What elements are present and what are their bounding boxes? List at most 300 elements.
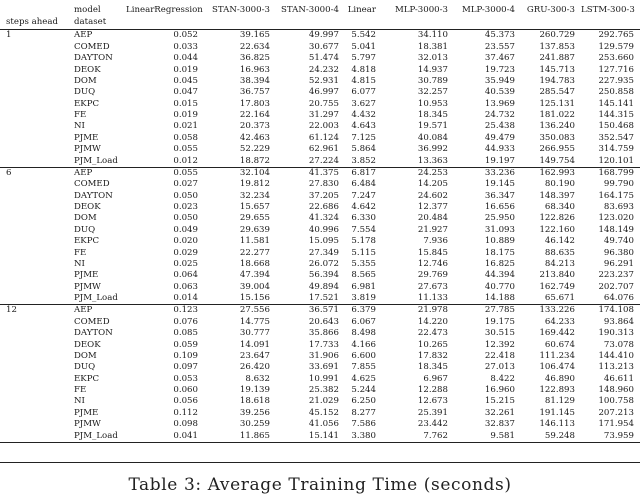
table-row (0, 305, 640, 317)
value-cell: 253.660 (598, 53, 634, 64)
dataset-cell: PJM_Load (74, 293, 118, 304)
value-cell: 21.978 (382, 305, 454, 317)
dataset-cell: EKPC (74, 373, 100, 384)
dataset-cell: AEP (66, 30, 126, 42)
value-cell: 13.969 (484, 98, 515, 109)
value-cell: 0.023 (173, 202, 198, 213)
value-cell: 0.029 (173, 247, 198, 258)
steps-ahead-cell (0, 190, 66, 201)
value-cell: 31.297 (308, 110, 339, 121)
steps-ahead-cell (0, 202, 66, 213)
steps-ahead-cell (0, 351, 66, 362)
steps-ahead-cell (0, 247, 66, 258)
value-cell: 27.349 (308, 247, 339, 258)
table-row (0, 281, 640, 292)
value-cell: 24.232 (308, 64, 339, 75)
value-cell: 0.045 (173, 75, 198, 86)
dataset-cell: PJMW (74, 281, 101, 292)
value-cell: 25.950 (484, 213, 515, 224)
value-cell: 213.840 (539, 270, 575, 281)
value-cell: 34.110 (382, 30, 454, 42)
value-cell: 15.141 (276, 430, 345, 442)
value-cell: 0.076 (173, 316, 198, 327)
index-header: dataset (66, 15, 126, 30)
dataset-cell: DUQ (74, 224, 96, 235)
value-cell: 207.213 (598, 407, 634, 418)
value-cell: 125.131 (539, 98, 575, 109)
value-cell: 18.345 (417, 110, 448, 121)
value-cell: 0.014 (173, 293, 198, 304)
value-cell: 202.707 (598, 281, 634, 292)
table-row (0, 87, 640, 98)
value-cell: 96.380 (603, 247, 634, 258)
value-cell: 88.635 (544, 247, 575, 258)
value-cell: 32.234 (239, 190, 270, 201)
value-cell: 6.967 (423, 373, 448, 384)
value-cell: 19.571 (417, 121, 448, 132)
column-header: GRU-300-3 (526, 5, 575, 15)
value-cell: 0.058 (173, 132, 198, 143)
value-cell: 4.643 (351, 121, 376, 132)
value-cell: 14.775 (239, 316, 270, 327)
value-cell: 25.382 (308, 385, 339, 396)
value-cell: 4.642 (351, 202, 376, 213)
column-header: LinearRegression (126, 5, 203, 15)
value-cell: 30.677 (308, 41, 339, 52)
table-row (0, 407, 640, 418)
value-cell: 49.479 (484, 132, 515, 143)
value-cell: 10.889 (484, 236, 515, 247)
value-cell: 64.076 (603, 293, 634, 304)
value-cell: 22.634 (239, 41, 270, 52)
value-cell: 10.953 (417, 98, 448, 109)
table-row (0, 430, 640, 442)
value-cell: 164.175 (598, 190, 634, 201)
value-cell: 4.625 (351, 373, 376, 384)
value-cell: 29.655 (239, 213, 270, 224)
dataset-cell: FE (74, 385, 87, 396)
table-row (0, 339, 640, 350)
steps-ahead-cell: 12 (0, 305, 66, 317)
value-cell: 8.498 (351, 328, 376, 339)
value-cell: 93.864 (603, 316, 634, 327)
value-cell: 7.936 (423, 236, 448, 247)
value-cell: 266.955 (539, 144, 575, 155)
value-cell: 22.164 (239, 110, 270, 121)
value-cell: 32.837 (484, 419, 515, 430)
value-cell: 7.855 (351, 362, 376, 373)
column-header: STAN-3000-3 (211, 5, 270, 15)
table-row (0, 396, 640, 407)
table-row (0, 167, 640, 179)
steps-ahead-cell (0, 110, 66, 121)
value-cell: 260.729 (521, 30, 581, 42)
table-row (0, 236, 640, 247)
steps-ahead-cell: 1 (0, 30, 66, 42)
header-spacer (454, 15, 521, 30)
table-row (0, 270, 640, 281)
table-row (0, 53, 640, 64)
dataset-cell: DEOK (74, 339, 101, 350)
dataset-cell: PJM_Load (66, 430, 126, 442)
value-cell: 15.215 (484, 396, 515, 407)
column-header: MLP-3000-3 (395, 5, 448, 15)
value-cell: 8.632 (245, 373, 270, 384)
value-cell: 162.749 (539, 281, 575, 292)
value-cell: 0.060 (173, 385, 198, 396)
value-cell: 0.019 (173, 64, 198, 75)
value-cell: 18.175 (484, 247, 515, 258)
value-cell: 122.160 (539, 224, 575, 235)
value-cell: 39.256 (239, 407, 270, 418)
value-cell: 36.571 (276, 305, 345, 317)
steps-ahead-cell: 6 (0, 167, 66, 179)
value-cell: 0.015 (173, 98, 198, 109)
steps-ahead-cell (0, 41, 66, 52)
steps-ahead-cell (0, 121, 66, 132)
value-cell: 16.963 (239, 64, 270, 75)
value-cell: 42.463 (239, 132, 270, 143)
value-cell: 133.226 (521, 305, 581, 317)
value-cell: 6.067 (351, 316, 376, 327)
value-cell: 59.248 (521, 430, 581, 442)
table-row (0, 132, 640, 143)
value-cell: 136.240 (539, 121, 575, 132)
value-cell: 181.022 (539, 110, 575, 121)
value-cell: 223.237 (598, 270, 634, 281)
value-cell: 32.261 (484, 407, 515, 418)
value-cell: 24.253 (382, 167, 454, 179)
value-cell: 22.473 (417, 328, 448, 339)
value-cell: 21.029 (308, 396, 339, 407)
steps-ahead-cell (0, 316, 66, 327)
value-cell: 4.166 (351, 339, 376, 350)
column-header: Linear (347, 5, 376, 15)
value-cell: 18.381 (417, 41, 448, 52)
value-cell: 40.996 (308, 224, 339, 235)
steps-ahead-cell (0, 144, 66, 155)
value-cell: 8.277 (351, 407, 376, 418)
steps-ahead-cell (0, 224, 66, 235)
value-cell: 40.539 (484, 87, 515, 98)
value-cell: 84.213 (544, 258, 575, 269)
value-cell: 227.935 (598, 75, 634, 86)
value-cell: 120.101 (598, 155, 634, 166)
value-cell: 0.027 (173, 179, 198, 190)
value-cell: 47.394 (239, 270, 270, 281)
value-cell: 18.618 (239, 396, 270, 407)
value-cell: 11.865 (204, 430, 276, 442)
table-header (0, 0, 640, 30)
value-cell: 10.991 (308, 373, 339, 384)
value-cell: 17.803 (239, 98, 270, 109)
value-cell: 285.547 (539, 87, 575, 98)
value-cell: 148.960 (598, 385, 634, 396)
dataset-cell: AEP (66, 305, 126, 317)
table-row (0, 259, 640, 270)
dataset-cell: NI (74, 121, 85, 132)
value-cell: 29.639 (239, 224, 270, 235)
value-cell: 60.674 (544, 339, 575, 350)
value-cell: 27.673 (417, 281, 448, 292)
steps-ahead-cell (0, 270, 66, 281)
value-cell: 22.003 (308, 121, 339, 132)
value-cell: 0.019 (173, 110, 198, 121)
steps-ahead-cell (0, 64, 66, 75)
value-cell: 0.064 (173, 270, 198, 281)
value-cell: 11.133 (417, 293, 448, 304)
table-row (0, 351, 640, 362)
table-row (0, 110, 640, 121)
value-cell: 149.754 (539, 155, 575, 166)
steps-ahead-cell (0, 419, 66, 430)
value-cell: 27.785 (454, 305, 521, 317)
steps-ahead-cell (0, 362, 66, 373)
value-cell: 73.078 (603, 339, 634, 350)
steps-ahead-cell (0, 373, 66, 384)
value-cell: 83.693 (603, 202, 634, 213)
value-cell: 144.315 (598, 110, 634, 121)
value-cell: 27.556 (204, 305, 276, 317)
value-cell: 18.668 (239, 258, 270, 269)
dataset-cell: DEOK (74, 64, 101, 75)
value-cell: 24.732 (484, 110, 515, 121)
value-cell: 36.825 (239, 53, 270, 64)
value-cell: 7.125 (351, 132, 376, 143)
value-cell: 5.041 (351, 41, 376, 52)
value-cell: 19.197 (484, 155, 515, 166)
dataset-cell: DOM (74, 350, 97, 361)
value-cell: 0.025 (173, 258, 198, 269)
value-cell: 29.769 (417, 270, 448, 281)
table-row (0, 190, 640, 201)
value-cell: 49.997 (276, 30, 345, 42)
value-cell: 7.586 (351, 419, 376, 430)
steps-ahead-cell (0, 281, 66, 292)
value-cell: 32.013 (417, 53, 448, 64)
steps-ahead-cell (0, 98, 66, 109)
dataset-cell: NI (74, 258, 85, 269)
table-row (0, 41, 640, 52)
value-cell: 19.812 (239, 179, 270, 190)
value-cell: 26.420 (239, 362, 270, 373)
value-cell: 12.377 (417, 202, 448, 213)
value-cell: 62.961 (308, 144, 339, 155)
value-cell: 14.091 (239, 339, 270, 350)
table-row (0, 179, 640, 190)
header-row-index (0, 15, 640, 30)
table-row (0, 316, 640, 327)
dataset-cell: DEOK (74, 202, 101, 213)
value-cell: 0.112 (173, 407, 198, 418)
value-cell: 129.579 (598, 41, 634, 52)
value-cell: 37.467 (484, 53, 515, 64)
value-cell: 7.554 (351, 224, 376, 235)
value-cell: 12.392 (484, 339, 515, 350)
table-row (0, 247, 640, 258)
steps-ahead-cell (0, 76, 66, 87)
value-cell: 39.165 (204, 30, 276, 42)
steps-ahead-cell (0, 132, 66, 143)
value-cell: 5.542 (345, 30, 382, 42)
value-cell: 30.789 (417, 75, 448, 86)
dataset-cell: COMED (74, 316, 110, 327)
value-cell: 0.044 (173, 53, 198, 64)
value-cell: 6.330 (351, 213, 376, 224)
table-row (0, 385, 640, 396)
header-spacer (345, 15, 382, 30)
table-row (0, 30, 640, 42)
value-cell: 6.600 (351, 350, 376, 361)
value-cell: 41.324 (308, 213, 339, 224)
steps-ahead-cell (0, 87, 66, 98)
value-cell: 15.095 (308, 236, 339, 247)
value-cell: 40.084 (417, 132, 448, 143)
dataset-cell: PJMW (74, 144, 101, 155)
value-cell: 3.852 (351, 155, 376, 166)
steps-group (0, 30, 640, 168)
value-cell: 194.783 (539, 75, 575, 86)
column-header: LSTM-300-3 (581, 5, 635, 15)
dataset-cell: DUQ (74, 362, 96, 373)
value-cell: 81.129 (544, 396, 575, 407)
dataset-cell: DAYTON (74, 328, 113, 339)
table-row (0, 213, 640, 224)
dataset-cell: DOM (74, 213, 97, 224)
value-cell: 122.826 (539, 213, 575, 224)
value-cell: 32.257 (417, 87, 448, 98)
value-cell: 8.565 (351, 270, 376, 281)
value-cell: 0.109 (173, 350, 198, 361)
table-row (0, 293, 640, 305)
table-bottom-rule (0, 462, 640, 463)
value-cell: 4.818 (351, 64, 376, 75)
value-cell: 30.777 (239, 328, 270, 339)
value-cell: 0.056 (173, 396, 198, 407)
value-cell: 27.830 (308, 179, 339, 190)
header-spacer (521, 15, 581, 30)
value-cell: 314.759 (598, 144, 634, 155)
steps-ahead-cell (0, 179, 66, 190)
value-cell: 19.145 (484, 179, 515, 190)
dataset-cell: PJME (74, 132, 99, 143)
value-cell: 4.432 (351, 110, 376, 121)
value-cell: 150.468 (598, 121, 634, 132)
value-cell: 15.657 (239, 202, 270, 213)
value-cell: 26.072 (308, 258, 339, 269)
steps-ahead-cell (0, 385, 66, 396)
table-row (0, 98, 640, 109)
value-cell: 3.380 (345, 430, 382, 442)
value-cell: 64.233 (544, 316, 575, 327)
dataset-cell: DAYTON (74, 53, 113, 64)
value-cell: 6.817 (345, 167, 382, 179)
value-cell: 44.933 (484, 144, 515, 155)
header-spacer (382, 15, 454, 30)
value-cell: 190.313 (598, 328, 634, 339)
value-cell: 5.355 (351, 258, 376, 269)
value-cell: 106.474 (539, 362, 575, 373)
value-cell: 25.438 (484, 121, 515, 132)
value-cell: 46.611 (603, 373, 634, 384)
table-row (0, 144, 640, 155)
value-cell: 113.213 (598, 362, 634, 373)
value-cell: 19.139 (239, 385, 270, 396)
value-cell: 145.141 (598, 98, 634, 109)
value-cell: 46.997 (308, 87, 339, 98)
steps-ahead-cell (0, 339, 66, 350)
value-cell: 22.277 (239, 247, 270, 258)
table-row (0, 373, 640, 384)
value-cell: 17.733 (308, 339, 339, 350)
dataset-cell: NI (74, 396, 85, 407)
value-cell: 23.647 (239, 350, 270, 361)
table-caption: Table 3: Average Training Time (seconds) (128, 475, 512, 495)
table-row (0, 121, 640, 132)
value-cell: 12.746 (417, 258, 448, 269)
value-cell: 12.673 (417, 396, 448, 407)
value-cell: 20.373 (239, 121, 270, 132)
value-cell: 36.992 (417, 144, 448, 155)
value-cell: 22.686 (308, 202, 339, 213)
value-cell: 0.052 (126, 30, 204, 42)
steps-group (0, 305, 640, 443)
value-cell: 15.845 (417, 247, 448, 258)
dataset-cell: PJME (74, 270, 99, 281)
value-cell: 0.047 (173, 87, 198, 98)
steps-ahead-cell (0, 293, 66, 305)
value-cell: 65.671 (544, 293, 575, 304)
dataset-cell: FE (74, 247, 87, 258)
value-cell: 0.041 (126, 430, 204, 442)
value-cell: 16.825 (484, 258, 515, 269)
value-cell: 5.178 (351, 236, 376, 247)
value-cell: 6.484 (351, 179, 376, 190)
value-cell: 27.224 (308, 155, 339, 166)
header-spacer (581, 15, 640, 30)
steps-ahead-cell (0, 213, 66, 224)
header-spacer (204, 15, 276, 30)
value-cell: 174.108 (581, 305, 640, 317)
value-cell: 61.124 (308, 132, 339, 143)
value-cell: 18.872 (239, 155, 270, 166)
value-cell: 46.142 (544, 236, 575, 247)
value-cell: 96.291 (603, 258, 634, 269)
value-cell: 3.819 (351, 293, 376, 304)
value-cell: 32.104 (204, 167, 276, 179)
dataset-cell: DAYTON (74, 190, 113, 201)
value-cell: 36.757 (239, 87, 270, 98)
value-cell: 0.020 (173, 236, 198, 247)
value-cell: 0.063 (173, 281, 198, 292)
value-cell: 4.815 (351, 75, 376, 86)
value-cell: 38.394 (239, 75, 270, 86)
dataset-cell: DUQ (74, 87, 96, 98)
value-cell: 168.799 (581, 167, 640, 179)
value-cell: 162.993 (521, 167, 581, 179)
value-cell: 0.055 (126, 167, 204, 179)
value-cell: 41.375 (276, 167, 345, 179)
value-cell: 14.220 (417, 316, 448, 327)
header-spacer (276, 15, 345, 30)
value-cell: 35.866 (308, 328, 339, 339)
value-cell: 0.098 (173, 419, 198, 430)
value-cell: 21.927 (417, 224, 448, 235)
value-cell: 35.949 (484, 75, 515, 86)
steps-ahead-cell (0, 430, 66, 442)
table-row (0, 155, 640, 167)
table-row (0, 202, 640, 213)
